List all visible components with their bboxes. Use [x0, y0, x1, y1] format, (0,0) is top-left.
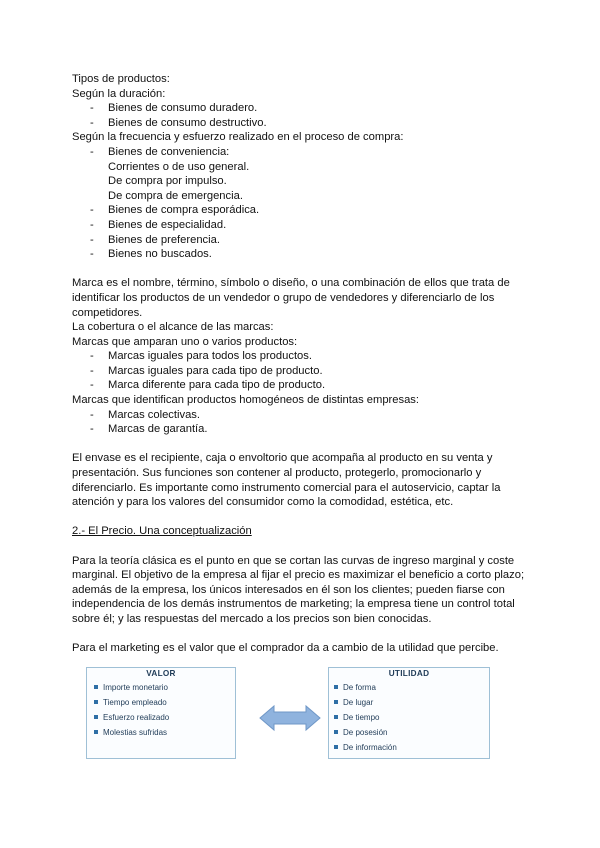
marketing-line: Para el marketing es el valor que el comprador da a cambio de la utilidad que percibe.	[72, 642, 499, 655]
paragraph-line: Para la teoría clásica es el punto en que se cortan las curvas de ingreso marginal y coste	[72, 554, 515, 567]
paragraph-line: marginal. El objetivo de la empresa al fijar el precio es maximizar el beneficio a corto plazo;	[72, 569, 525, 582]
list-item: - Bienes de consumo duradero.	[90, 102, 258, 115]
double-arrow-icon	[258, 704, 322, 732]
list-item: - Marcas colectivas.	[90, 408, 201, 421]
paragraph-line: presentación. Sus funciones son contener al producto, protegerlo, promocionarlo y	[72, 467, 482, 480]
utilidad-item: De lugar	[333, 695, 489, 710]
bullet-icon	[94, 700, 98, 704]
valor-item: Tiempo empleado	[93, 695, 235, 710]
paragraph-line: Marca es el nombre, término, símbolo o diseño, o una combinación de ellos que trata de	[72, 277, 510, 290]
bullet-icon	[334, 730, 338, 734]
paragraph-line: competidores.	[72, 306, 143, 319]
sub-list-item: De compra de emergencia.	[108, 189, 243, 202]
valor-box	[86, 667, 236, 759]
list-item: - Marca diferente para cada tipo de producto.	[90, 379, 326, 392]
list-item: - Bienes de consumo destructivo.	[90, 116, 267, 129]
paragraph-line: independencia de los demás instrumentos de marketing; la empresa tiene un control total	[72, 598, 515, 611]
bullet-icon	[334, 745, 338, 749]
bullet-icon	[94, 730, 98, 734]
paragraph-line: El envase es el recipiente, caja o envoltorio que acompaña al producto en su venta y	[72, 452, 493, 465]
valor-item: Importe monetario	[93, 680, 235, 695]
utilidad-item: De información	[333, 740, 489, 755]
list-item: - Bienes no buscados.	[90, 248, 212, 261]
sub-list-item: Corrientes o de uso general.	[108, 160, 250, 173]
valor-item: Esfuerzo realizado	[93, 710, 235, 725]
bullet-icon	[94, 715, 98, 719]
utilidad-title: UTILIDAD	[388, 669, 430, 678]
duracion-label: Según la duración:	[72, 87, 166, 100]
valor-item: Molestias sufridas	[93, 725, 235, 740]
paragraph-line: diferenciarlo. Es importante como instrumento comercial para el autoservicio, captar la	[72, 481, 501, 494]
list-item: - Marcas iguales para cada tipo de producto.	[90, 364, 323, 377]
list-item: - Bienes de conveniencia:	[90, 145, 230, 158]
bullet-icon	[334, 685, 338, 689]
valor-title: VALOR	[146, 669, 176, 678]
homogeneos-label: Marcas que identifican productos homogéneos de distintas empresas:	[72, 394, 420, 407]
utilidad-item: De posesión	[333, 725, 489, 740]
list-item: - Bienes de compra esporádica.	[90, 204, 260, 217]
paragraph-line: sobre él; y las respuestas del mercado a los precios son bien conocidas.	[72, 612, 432, 625]
section-heading: 2.- El Precio. Una conceptualización	[72, 525, 252, 538]
utilidad-box	[328, 667, 490, 759]
frecuencia-label: Según la frecuencia y esfuerzo realizado en el proceso de compra:	[72, 131, 404, 144]
paragraph-line: identificar los productos de un vendedor o grupo de vendedores y diferenciarlo de los	[72, 291, 495, 304]
bullet-icon	[94, 685, 98, 689]
utilidad-item: De tiempo	[333, 710, 489, 725]
section-title: Tipos de productos:	[72, 73, 170, 85]
document-page	[72, 72, 532, 656]
list-item: - Bienes de especialidad.	[90, 218, 227, 231]
list-item: - Marcas iguales para todos los productos.	[90, 350, 312, 363]
paragraph-line: además de la empresa, los únicos interesados en él son los clientes; pueden fiarse con	[72, 583, 505, 596]
list-item: - Marcas de garantía.	[90, 423, 208, 436]
amparan-label: Marcas que amparan uno o varios productos:	[72, 335, 298, 348]
utilidad-item: De forma	[333, 680, 489, 695]
list-item: - Bienes de preferencia.	[90, 233, 220, 246]
bullet-icon	[334, 700, 338, 704]
sub-list-item: De compra por impulso.	[108, 175, 227, 188]
paragraph-line: atención y para los valores del consumidor como la comodidad, estética, etc.	[72, 496, 454, 509]
bullet-icon	[334, 715, 338, 719]
cobertura-label: La cobertura o el alcance de las marcas:	[72, 321, 274, 334]
